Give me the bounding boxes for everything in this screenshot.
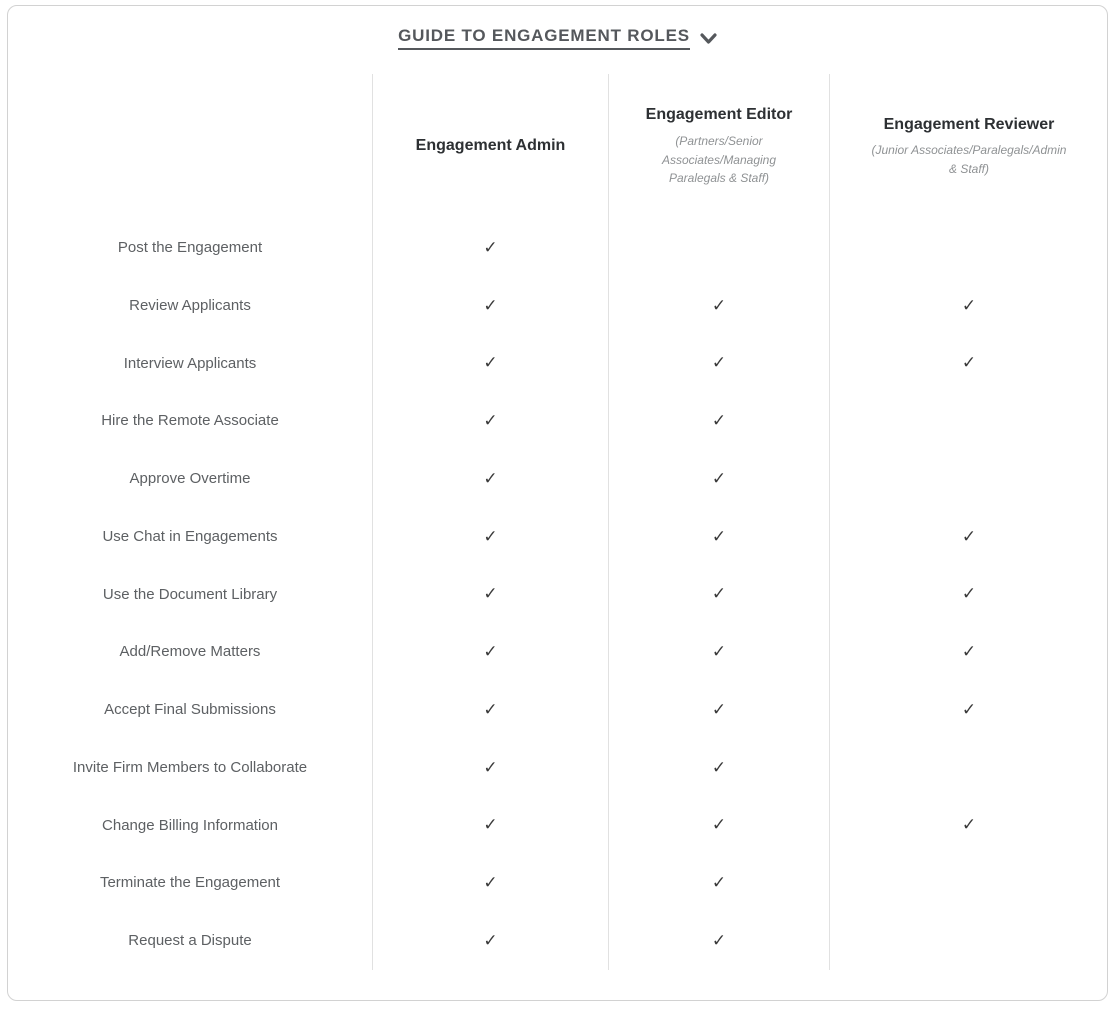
column-header-engagement-admin [372, 74, 608, 219]
reviewer-check-cell: ✓ [829, 681, 1108, 739]
admin-check-cell: ✓ [372, 797, 608, 855]
admin-check-cell: ✓ [372, 450, 608, 508]
column-subtitle: (Partners/Senior Associates/Managing Paralegals & Staff) [661, 134, 777, 186]
row-label: Post the Engagement [117, 239, 263, 257]
column-header-engagement-reviewer [829, 74, 1108, 219]
editor-check-cell: ✓ [608, 681, 829, 739]
row-label: Hire the Remote Associate [101, 412, 279, 430]
reviewer-check-cell: ✓ [829, 566, 1108, 624]
column-subtitle: (Junior Associates/Paralegals/Admin & Staff) [871, 143, 1067, 176]
admin-check-cell: ✓ [372, 681, 608, 739]
admin-check-cell: ✓ [372, 566, 608, 624]
editor-check-cell [608, 219, 829, 277]
admin-check-cell: ✓ [372, 219, 608, 277]
reviewer-check-cell [829, 450, 1108, 508]
column-header-empty [8, 74, 372, 219]
panel-header-toggle[interactable] [8, 25, 1107, 51]
editor-check-cell: ✓ [608, 392, 829, 450]
reviewer-check-cell [829, 854, 1108, 912]
editor-check-cell: ✓ [608, 508, 829, 566]
admin-check-cell: ✓ [372, 739, 608, 797]
admin-check-cell: ✓ [372, 277, 608, 335]
admin-check-cell: ✓ [372, 623, 608, 681]
editor-check-cell: ✓ [608, 566, 829, 624]
reviewer-check-cell: ✓ [829, 508, 1108, 566]
row-label: Interview Applicants [123, 354, 257, 372]
row-label: Use Chat in Engagements [102, 527, 278, 545]
admin-check-cell: ✓ [372, 508, 608, 566]
editor-check-cell: ✓ [608, 797, 829, 855]
row-label: Invite Firm Members to Collaborate [72, 758, 308, 776]
admin-check-cell: ✓ [372, 335, 608, 393]
admin-check-cell: ✓ [372, 854, 608, 912]
column-title: Engagement Editor [645, 106, 793, 124]
admin-check-cell: ✓ [372, 912, 608, 970]
row-label: Accept Final Submissions [104, 701, 276, 719]
reviewer-check-cell [829, 912, 1108, 970]
reviewer-check-cell: ✓ [829, 797, 1108, 855]
editor-check-cell: ✓ [608, 912, 829, 970]
row-label: Add/Remove Matters [119, 643, 261, 661]
reviewer-check-cell [829, 219, 1108, 277]
row-label: Change Billing Information [102, 816, 278, 834]
column-title: Engagement Admin [415, 137, 566, 155]
reviewer-check-cell [829, 739, 1108, 797]
row-label: Use the Document Library [102, 585, 278, 603]
editor-check-cell: ✓ [608, 450, 829, 508]
row-label: Request a Dispute [128, 932, 252, 950]
reviewer-check-cell [829, 392, 1108, 450]
editor-check-cell: ✓ [608, 277, 829, 335]
engagement-roles-panel [7, 5, 1108, 1001]
row-label: Approve Overtime [129, 470, 251, 488]
admin-check-cell: ✓ [372, 392, 608, 450]
editor-check-cell: ✓ [608, 854, 829, 912]
row-label: Review Applicants [129, 296, 251, 314]
row-label: Terminate the Engagement [99, 874, 281, 892]
panel-title: GUIDE TO ENGAGEMENT ROLES [398, 26, 690, 50]
reviewer-check-cell: ✓ [829, 623, 1108, 681]
roles-table [8, 74, 1107, 970]
column-title: Engagement Reviewer [883, 115, 1055, 133]
editor-check-cell: ✓ [608, 739, 829, 797]
editor-check-cell: ✓ [608, 623, 829, 681]
column-header-engagement-editor [608, 74, 829, 219]
reviewer-check-cell: ✓ [829, 335, 1108, 393]
reviewer-check-cell: ✓ [829, 277, 1108, 335]
chevron-down-icon [700, 33, 717, 45]
editor-check-cell: ✓ [608, 335, 829, 393]
